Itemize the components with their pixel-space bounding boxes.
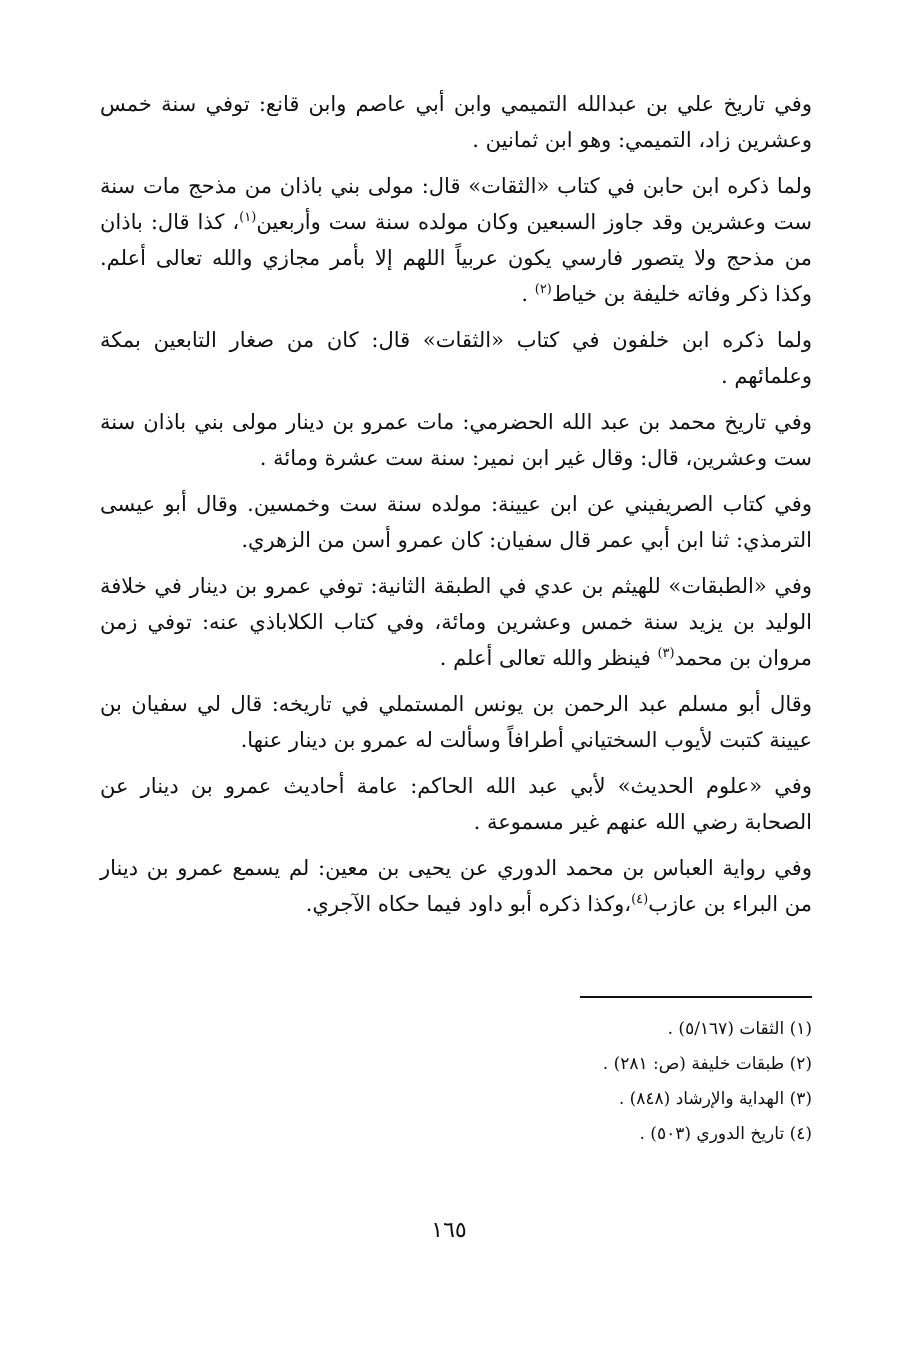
page-number: ١٦٥ <box>431 1218 467 1243</box>
footnote-4: (٤) تاريخ الدوري (٥٠٣) . <box>639 1124 812 1144</box>
paragraph-4 <box>100 404 812 476</box>
paragraph-8 <box>100 768 812 840</box>
paragraph-text: وفي «علوم الحديث» لأبي عبد الله الحاكم: عامة أحاديث عمرو بن دينار عن الصحابة رضي الله عنهم غير مسموعة . <box>100 774 812 834</box>
paragraph-7 <box>100 686 812 758</box>
paragraph-9 <box>100 850 812 922</box>
paragraph-text: وقال أبو مسلم عبد الرحمن بن يونس المستملي في تاريخه: قال لي سفيان بن عيينة كتبت لأيوب السختياني أطرافاً وسألت له عمرو بن دينار عنها. <box>100 692 812 752</box>
paragraph-text: وفي «الطبقات» للهيثم بن عدي في الطبقة الثانية: توفي عمرو بن دينار في خلافة الوليد بن يزيد سنة خمس وعشرين ومائة، وفي كتاب الكلاباذي عنه: توفي زمن مروان بن محمد <box>100 574 812 670</box>
footnote-3: (٣) الهداية والإرشاد (٨٤٨) . <box>618 1089 812 1109</box>
footnote-1: (١) الثقات (٥/١٦٧) . <box>667 1019 812 1039</box>
paragraph-text: وفي تاريخ علي بن عبدالله التميمي وابن أبي عاصم وابن قانع: توفي سنة خمس وعشرين زاد، التميمي: وهو ابن ثمانين . <box>100 92 812 152</box>
paragraph-text: ولما ذكره ابن حابن في كتاب «الثقات» قال: مولى بني باذان من مذحج مات سنة ست وعشرين وقد جاوز السبعين وكان مولده سنة ست وأربعين <box>100 174 813 234</box>
paragraph-text-continued: فينظر والله تعالى أعلم . <box>439 646 658 670</box>
paragraph-text: ولما ذكره ابن خلفون في كتاب «الثقات» قال: كان من صغار التابعين بمكة وعلمائهم . <box>100 328 812 388</box>
paragraph-text-continued: ، كذا قال: باذان من مذحج ولا يتصور فارسي يكون عربياً اللهم إلا بأمر مجازي والله تعالى أعلم. وكذا ذكر وفاته خليفة بن خياط <box>100 210 812 306</box>
footnote-ref-4[interactable]: (٤) <box>631 892 649 907</box>
paragraph-text: وفي كتاب الصريفيني عن ابن عيينة: مولده سنة ست وخمسين. وقال أبو عيسى الترمذي: ثنا ابن أبي عمر قال سفيان: كان عمرو أسن من الزهري. <box>100 492 812 552</box>
paragraph-text-tail: . <box>521 282 535 306</box>
footnotes-list <box>312 1012 812 1152</box>
paragraph-text: وفي تاريخ محمد بن عبد الله الحضرمي: مات عمرو بن دينار مولى بني باذان سنة ست وعشرين، قال: وقال غير ابن نمير: سنة ست عشرة ومائة . <box>100 410 812 470</box>
paragraph-5 <box>100 486 812 558</box>
paragraph-1 <box>100 86 812 158</box>
paragraph-text-continued: ،وكذا ذكره أبو داود فيما حكاه الآجري. <box>305 892 632 916</box>
footnote-ref-2[interactable]: (٢) <box>534 282 552 297</box>
paragraph-6 <box>100 568 812 676</box>
footnote-divider <box>580 996 812 998</box>
paragraph-text: وفي رواية العباس بن محمد الدوري عن يحيى بن معين: لم يسمع عمرو بن دينار من البراء بن عازب <box>100 856 812 916</box>
paragraph-3 <box>100 322 812 394</box>
paragraph-2 <box>100 168 812 312</box>
footnote-ref-3[interactable]: (٣) <box>657 646 675 661</box>
main-text <box>100 86 812 932</box>
footnote-2: (٢) طبقات خليفة (ص: ٢٨١) . <box>602 1054 812 1074</box>
footnote-ref-1[interactable]: (١) <box>239 210 257 225</box>
